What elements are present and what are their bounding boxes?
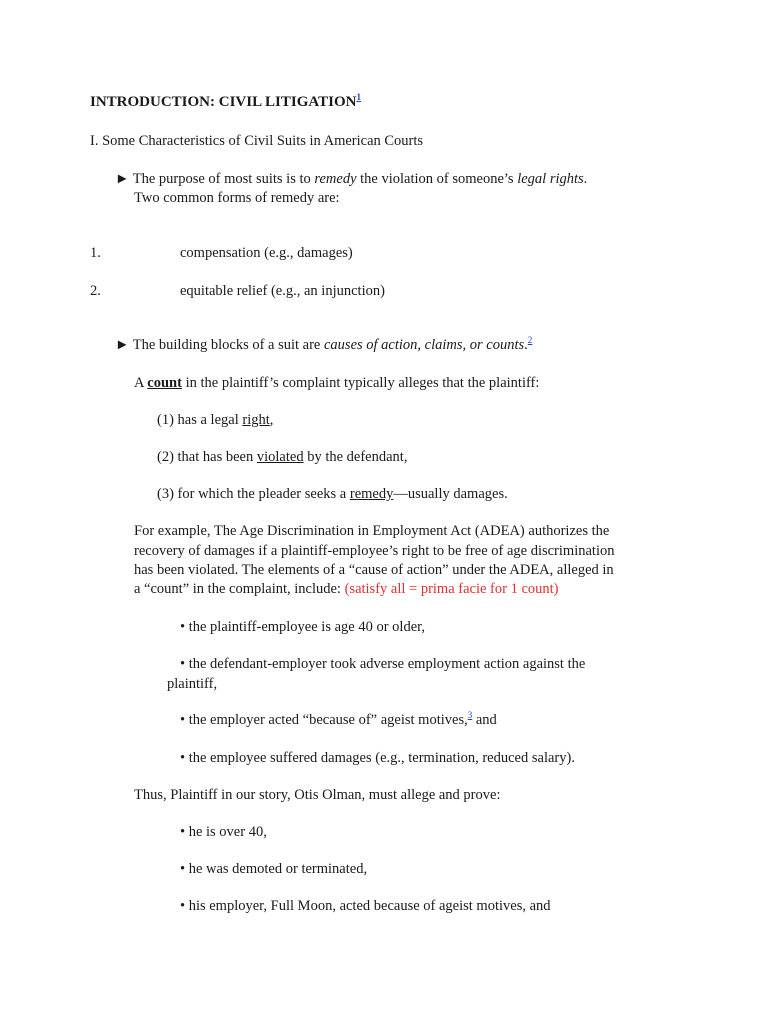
adea-item-4: • the employee suffered damages (e.g., termination, reduced salary). (180, 750, 575, 766)
legal-rights-emphasis: legal rights (517, 171, 584, 187)
element-key-term: violated (256, 449, 304, 465)
section-heading: I. Some Characteristics of Civil Suits in American Courts (90, 133, 424, 149)
footnote-link-3[interactable]: 3 (467, 710, 473, 721)
element-key-term: remedy (349, 486, 394, 502)
form-number-1: 1. (90, 245, 101, 261)
story-item-2: • he was demoted or terminated, (180, 861, 368, 877)
causes-of-action-emphasis: causes of action, claims, or counts (324, 337, 525, 353)
element-item-1 (157, 411, 273, 430)
story-item-3: • his employer, Full Moon, acted because of ageist motives, and (180, 898, 551, 914)
remedy-point-line2: Two common forms of remedy are: (134, 190, 340, 206)
remedy-emphasis: remedy (314, 171, 357, 187)
form-text-1: compensation (e.g., damages) (180, 245, 353, 261)
element-text-post: , (269, 412, 274, 428)
count-intro-post: in the plaintiff’s complaint typically alleges that the plaintiff: (181, 375, 540, 391)
element-text-post: —usually damages. (393, 486, 508, 502)
adea-paragraph-line4 (134, 580, 559, 599)
adea-paragraph-line2: recovery of damages if a plaintiff-employee’s right to be free of age discrimination (134, 543, 615, 559)
arrow-bullet-icon: ► (115, 337, 130, 353)
adea-item-3-post: and (472, 712, 497, 728)
adea-paragraph-line1: For example, The Age Discrimination in Employment Act (ADEA) authorizes the (134, 523, 610, 539)
adea-item-1: • the plaintiff-employee is age 40 or older, (180, 619, 426, 635)
form-text-2: equitable relief (e.g., an injunction) (180, 283, 385, 299)
footnote-link-2[interactable]: 2 (527, 335, 533, 346)
remedy-point-text: The purpose of most suits is to (129, 171, 315, 187)
building-blocks-end: . (524, 337, 528, 353)
adea-paragraph-line3: has been violated. The elements of a “cause of action” under the ADEA, alleged in (134, 562, 614, 578)
remedy-point-line1 (115, 170, 587, 189)
form-number-2: 2. (90, 283, 101, 299)
element-text: (2) that has been (157, 449, 257, 465)
adea-item-3 (180, 711, 497, 730)
story-intro: Thus, Plaintiff in our story, Otis Olman, must allege and prove: (134, 787, 501, 803)
element-item-3 (157, 485, 508, 504)
remedy-point-end: . (583, 171, 588, 187)
adea-item-2-line1: • the defendant-employer took adverse employment action against the (180, 656, 586, 672)
footnote-link-1[interactable]: 1 (356, 92, 361, 102)
remedy-point-text-mid: the violation of someone’s (356, 171, 518, 187)
document-title-text: INTRODUCTION: CIVIL LITIGATION (90, 94, 357, 110)
element-text-post: by the defendant, (303, 449, 408, 465)
building-blocks-point (115, 336, 532, 355)
building-blocks-text: The building blocks of a suit are (129, 337, 324, 353)
adea-paragraph-text: a “count” in the complaint, include: (134, 581, 345, 597)
element-text: (1) has a legal (157, 412, 243, 428)
prima-facie-annotation: (satisfy all = prima facie for 1 count) (344, 581, 559, 597)
count-term: count (147, 375, 182, 391)
element-key-term: right (242, 412, 270, 428)
adea-item-3-text: • the employer acted “because of” ageist motives, (180, 712, 468, 728)
element-item-2 (157, 448, 407, 467)
document-title (90, 93, 361, 112)
count-intro (134, 374, 539, 393)
element-text: (3) for which the pleader seeks a (157, 486, 350, 502)
arrow-bullet-icon: ► (115, 171, 130, 187)
story-item-1: • he is over 40, (180, 824, 267, 840)
adea-item-2-line2: plaintiff, (167, 676, 218, 692)
count-intro-pre: A (134, 375, 148, 391)
